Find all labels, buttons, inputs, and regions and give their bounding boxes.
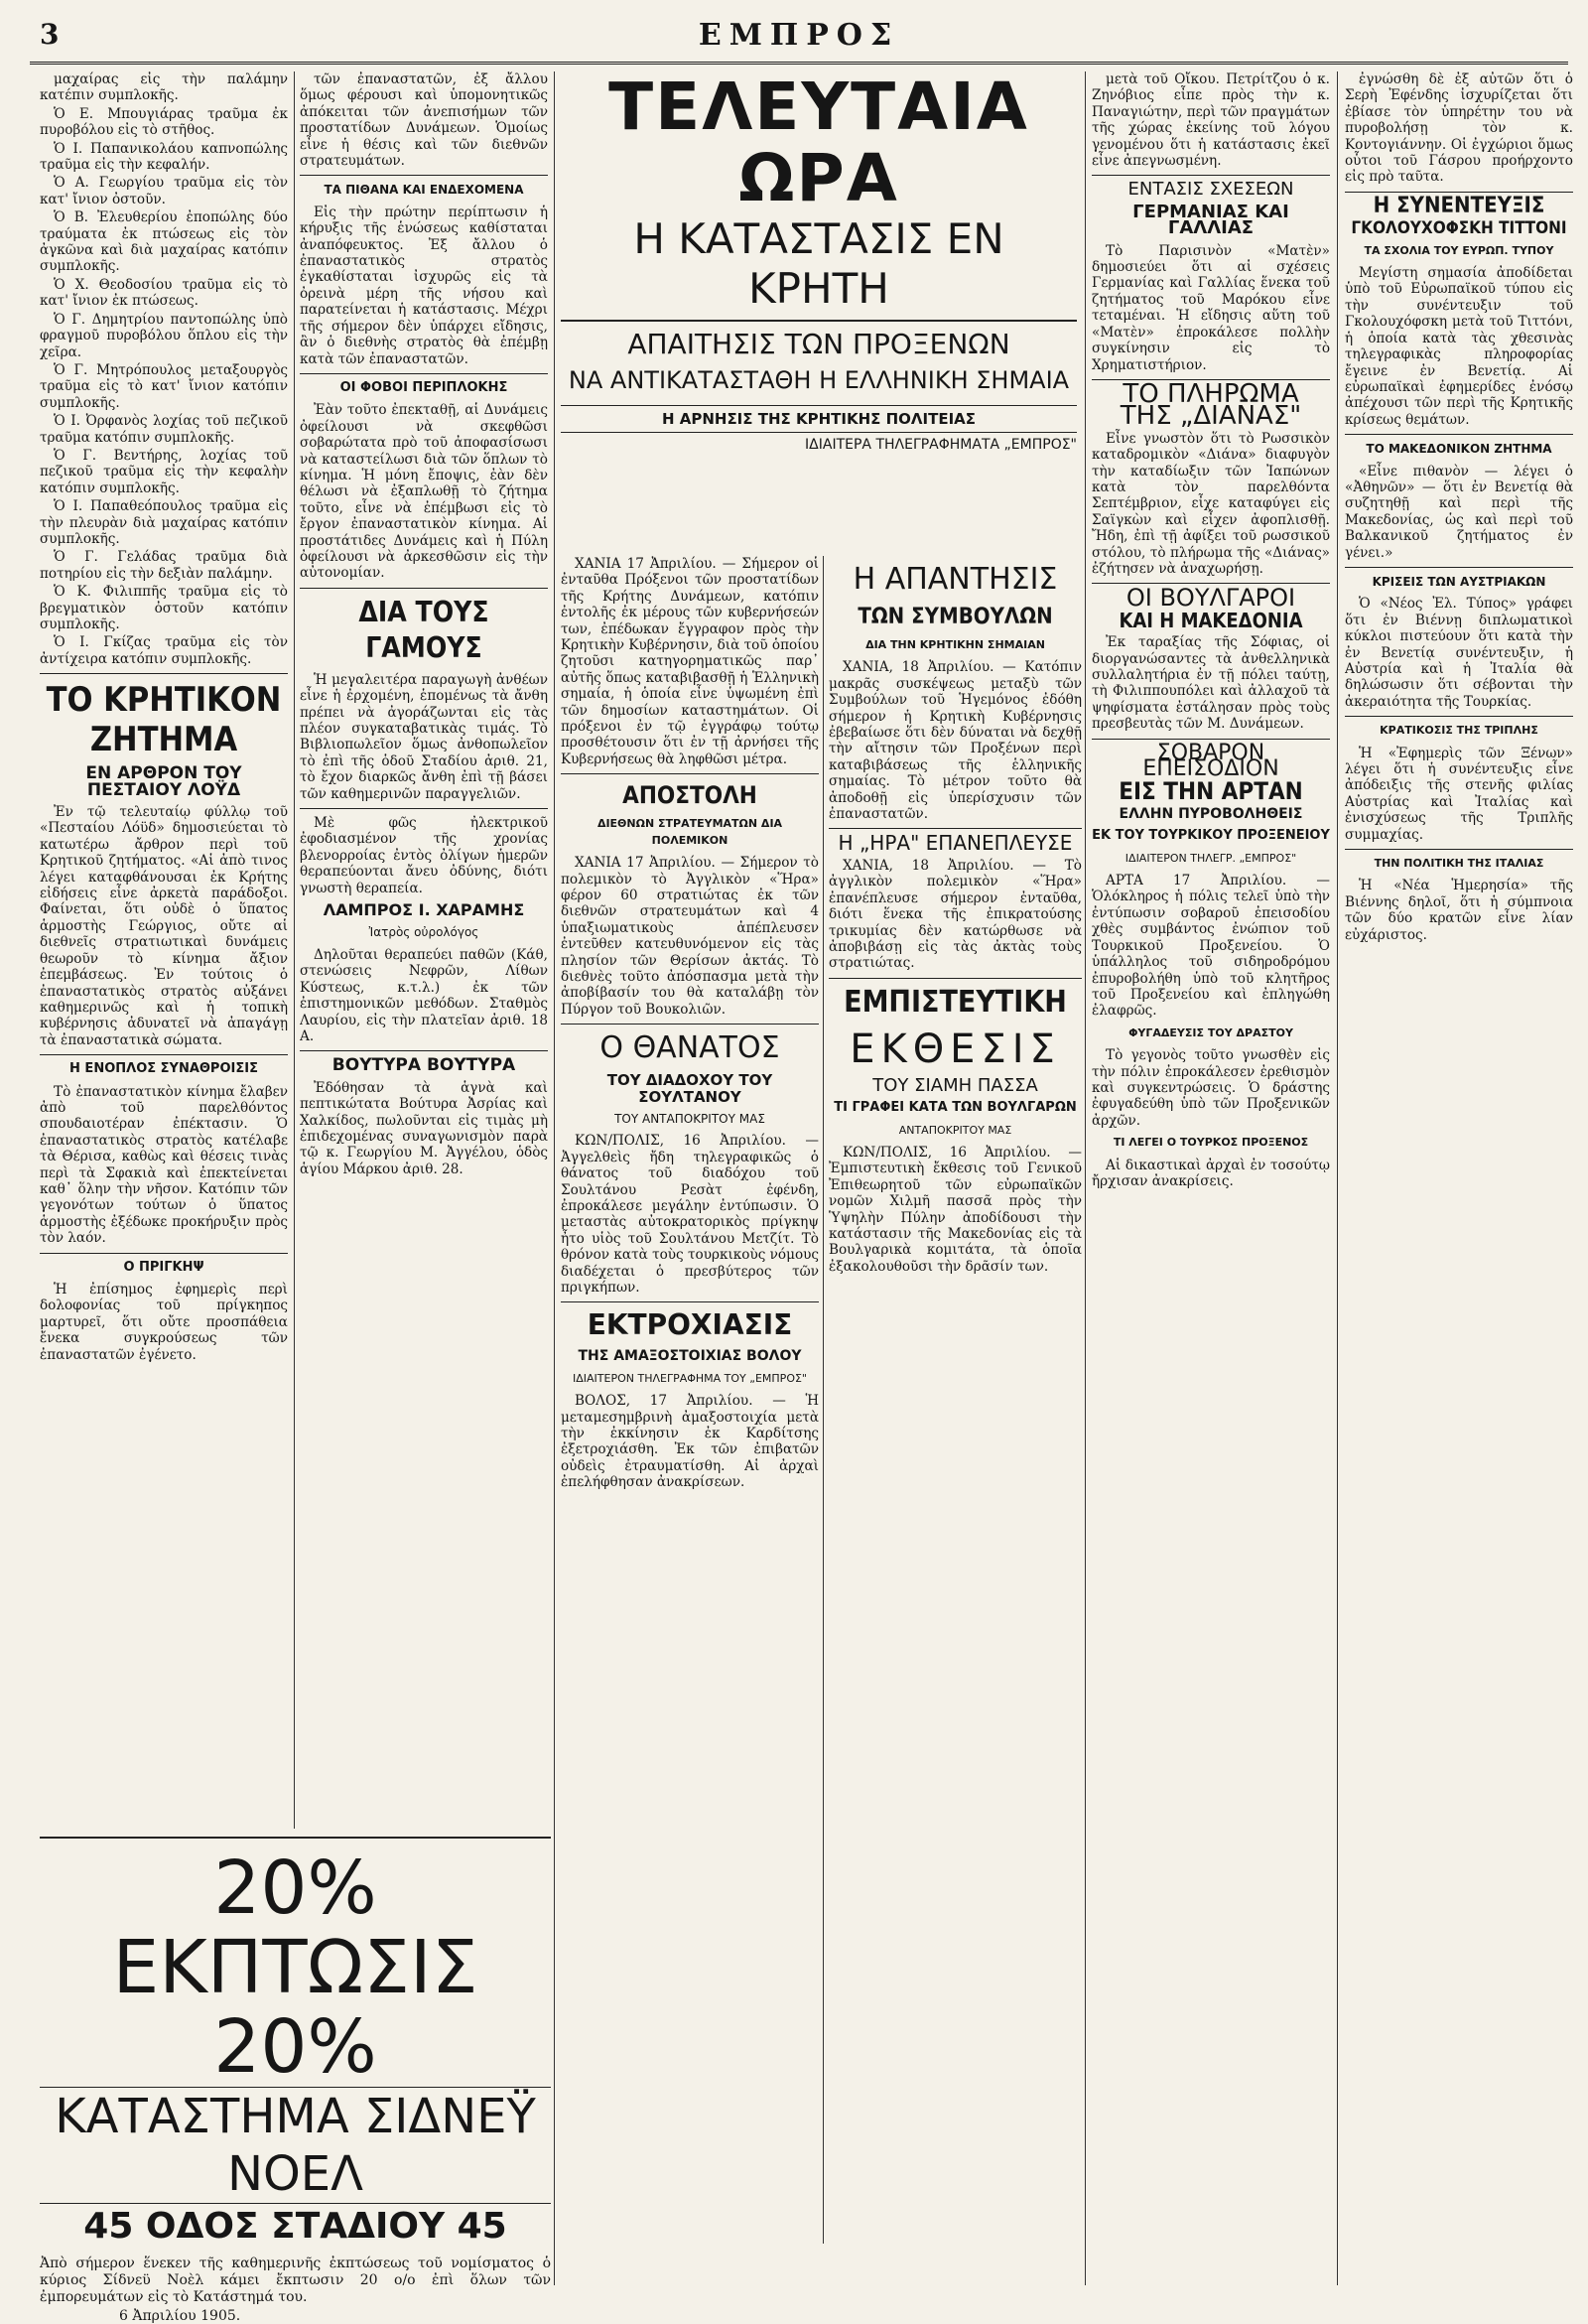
divider — [1345, 849, 1573, 850]
ad-harams-name: ΛΑΜΠΡΟΣ Ι. ΧΑΡΑΜΗΣ — [323, 900, 525, 920]
masthead — [30, 10, 1568, 65]
headline-kritikon: ΤΟ ΚΡΗΤΙΚΟΝ ΖΗΤΗΜΑ — [46, 680, 282, 760]
headline-prigkips: Ο ΠΡΙΓΚΗΨ — [123, 1259, 204, 1275]
article-body: Ἡ «Νέα Ἡμερησία» τῆς Βιέννης δηλοῖ, ὅτι ἡ σύμπνοια τῶν δύο κρατῶν εἶνε λίαν εὐχάριστος. — [1345, 878, 1573, 943]
headline-pithana: ΤΑ ΠΙΘΑΝΑ ΚΑΙ ΕΝΔΕΧΟΜΕΝΑ — [324, 183, 524, 198]
headline-arnisis: Η ΑΡΝΗΣΙΣ ΤΗΣ ΚΡΗΤΙΚΗΣ ΠΟΛΙΤΕΙΑΣ — [561, 405, 1077, 433]
paragraph: Ὁ Γ. Δημητρίου παντοπώλης ὑπὸ φραγμοῦ πυροβόλου ὅπλου εἰς τὴν χεῖρα. — [40, 311, 288, 360]
paragraph: Ὁ Κ. Φιλιππῆς τραῦμα εἰς τὸ βρεγματικὸν ὀστοῦν κατόπιν συμπλοκῆς. — [40, 584, 288, 632]
headline-synentefxis: Η ΣΥΝΕΝΤΕΥΞΙΣ — [1373, 193, 1545, 218]
headline-ira: Η „ΗΡΑ" ΕΠΑΝΕΠΛΕΥΣΕ — [838, 831, 1073, 856]
column-2 — [300, 71, 548, 1829]
subheadline-scholia: ΤΑ ΣΧΟΛΙΑ ΤΟΥ ΕΥΡΩΠ. ΤΥΠΟΥ — [1364, 243, 1554, 257]
subheadline-simaian: ΔΙΑ ΤΗΝ ΚΡΗΤΙΚΗΝ ΣΗΜΑΙΑΝ — [865, 638, 1045, 651]
headline-drastou: ΦΥΓΑΔΕΥΣΙΣ ΤΟΥ ΔΡΑΣΤΟΥ — [1128, 1025, 1293, 1039]
ad-address: 45 ΟΔΟΣ ΣΤΑΔΙΟΥ 45 — [83, 2206, 507, 2247]
subheadline-makedonia: ΚΑΙ Η ΜΑΚΕΔΟΝΙΑ — [1119, 608, 1303, 632]
column-rule — [1337, 71, 1338, 2285]
ad-discount: 20% ΕΚΠΤΩΣΙΣ 20% — [112, 1846, 478, 2090]
article-body: Τὸ Παρισινὸν «Ματὲν» δημοσιεύει ὅτι αἱ σχέσεις Γερμανίας καὶ Γαλλίας ἕνεκα τοῦ ζητήματος τοῦ Μαρόκου εἶνε τεταμέναι. Ἡ εἴδησις αὕτη τοῦ «Ματὲν» ἐπροκάλεσε πολλὴν συγκίνησιν εἰς τὸ Χρηματιστήριον. — [1092, 242, 1330, 373]
subheadline-apostoli: ΔΙΕΘΝΩΝ ΣΤΡΑΤΕΥΜΑΤΩΝ ΔΙΑ ΠΟΛΕΜΙΚΟΝ — [596, 817, 783, 847]
subheadline-ektrochiasis: ΤΗΣ ΑΜΑΞΟΣΤΟΙΧΙΑΣ ΒΟΛΟΥ — [578, 1348, 802, 1365]
article-body: Ἡ «Ἐφημερὶς τῶν Ξένων» λέγει ὅτι ἡ συνέντευξις εἶνε ἀπόδειξις τῆς στενῆς φιλίας Αὐστρίας καὶ Ἰταλίας καὶ ἐνισχύσεως τῆς Τριπλῆς συμμαχίας. — [1345, 745, 1573, 843]
headline-gamous: ΔΙΑ ΤΟΥΣ ΓΑΜΟΥΣ — [358, 595, 489, 664]
byline-artan: ΙΔΙΑΙΤΕΡΟΝ ΤΗΛΕΓΡ. „ΕΜΠΡΟΣ" — [1125, 851, 1297, 865]
ad-harams-text: Δηλοῦται θεραπεύει παθῶν (Κάθ, στενώσεις Νεφρῶν, Λίθων Κύστεως, κ.τ.λ.) ἐκ τῶν ἐπιστημονικῶν μεθόδων. Σταθμὸς Λαυρίου, εἰς τὴν πλατεῖαν ἀριθ. 18 Α. — [300, 946, 548, 1044]
column-rule — [823, 556, 824, 2244]
divider — [40, 673, 288, 674]
headline-voutyra: ΒΟΥΤΥΡΑ ΒΟΥΤΥΡΑ — [331, 1055, 516, 1076]
article-body: Ὁ «Νέος Ἐλ. Τύπος» γράφει ὅτι ἐν Βιέννῃ διπλωματικοὶ κύκλοι πιστεύουν ὅτι κατὰ τὴν ἐν Βενετίᾳ συνέντευξιν, ἡ Αὐστρία καὶ ἡ Ἰταλία θὰ δηλώσωσιν ὅτι σέβονται τὴν ἀκεραιότητα τῆς Τουρκίας. — [1345, 596, 1573, 710]
byline-thanatos: ΤΟΥ ΑΝΤΑΠΟΚΡΙΤΟΥ ΜΑΣ — [614, 1111, 765, 1126]
article-body: Τὸ ἐπαναστατικὸν κίνημα ἔλαβεν ἀπὸ τοῦ παρελθόντος σπουδαιοτέραν ἐπέκτασιν. Ὁ ἐπαναστατικὸς στρατὸς κατέλαβε τὰ Θέρισα, καθὼς καὶ θέσεις τινὰς περὶ τὰ Σφακιὰ καὶ ἐπεκτείνεται καθ᾽ ὅλην τὴν νῆσον. Κατόπιν τῶν γεγονότων τούτων ὁ ὕπατος ἁρμοστὴς ἐξέδωκε προκήρυξιν πρὸς τὸν λαόν. — [40, 1083, 288, 1247]
article-body: ΑΡΤΑ 17 Ἀπριλίου. — Ὁλόκληρος ἡ πόλις τελεῖ ὑπὸ τὴν ἐντύπωσιν σοβαροῦ ἐπεισοδίου χθὲς συμβάντος ἐνώπιον τοῦ Τουρκικοῦ Προξενείου. Ὁ ὑπάλληλος τοῦ σιδηροδρόμου ἐπυροβολήθη ὑπὸ τοῦ κλητῆρος τοῦ Προξενείου καὶ ἐπληγώθη ἐλαφρῶς. — [1092, 873, 1330, 1020]
paragraph: Ὁ Ε. Μπουγιάρας τραῦμα ἐκ πυροβόλου εἰς τὸ στῆθος. — [40, 105, 288, 139]
ad-date: 6 Ἀπριλίου 1905. — [119, 2308, 241, 2324]
headline-apaitisis: ΑΠΑΙΤΗΣΙΣ ΤΩΝ ΠΡΟΞΕΝΩΝ — [627, 328, 1010, 360]
headline-apantisis: Η ΑΠΑΝΤΗΣΙΣ — [853, 562, 1058, 597]
divider — [300, 588, 548, 589]
divider — [40, 1253, 288, 1254]
byline-ektrochiasis: ΙΔΙΑΙΤΕΡΟΝ ΤΗΛΕΓΡΑΦΗΜΑ ΤΟΥ „ΕΜΠΡΟΣ" — [573, 1371, 807, 1385]
divider — [1092, 739, 1330, 740]
article-body: ΚΩΝ/ΠΟΛΙΣ, 16 Ἀπριλίου. — Ἀγγελθεὶς ἤδη τηλεγραφικῶς ὁ θάνατος τοῦ διαδόχου τοῦ Σουλτάνου Ρεσὰτ ἐφένδη, ἐπροκάλεσε μεγάλην ἐντύπωσιν. Ὁ μεταστὰς αὐτοκρατορικὸς πρίγκηψ ἦτο υἱὸς τοῦ Σουλτάνου Μετζίτ. Τὸ θρόνον κατὰ τοὺς τουρκικοὺς νόμους διαδέχεται ὁ πρεσβύτερος τῶν πριγκήπων. — [561, 1133, 819, 1297]
article-body: Ἡ ἐπίσημος ἐφημερὶς περὶ δολοφονίας τοῦ πρίγκηπος μαρτυρεῖ, ὅτι οὔτε προσπάθεια ἔνεκα συγκρούσεως τῶν ἐπαναστατῶν ἐγένετο. — [40, 1282, 288, 1363]
paragraph: Ὁ Χ. Θεοδοσίου τραῦμα εἰς τὸ κατ' ἴνιον ἐκ πτώσεως. — [40, 276, 288, 310]
headline-triplis: ΚΡΑΤΙΚΟΣΙΣ ΤΗΣ ΤΡΙΠΛΗΣ — [1380, 724, 1538, 738]
paragraph: Ὁ Γ. Μητρόπουλος μεταξουργὸς τραῦμα εἰς τὸ κατ' ἴνιον κατόπιν συμπλοκῆς. — [40, 361, 288, 411]
headline-antikatastathi: ΝΑ ΑΝΤΙΚΑΤΑΣΤΑΘΗ Η ΕΛΛΗΝΙΚΗ ΣΗΜΑΙΑ — [568, 366, 1070, 394]
ad-store-name: ΚΑΤΑΣΤΗΜΑ ΣΙΔΝΕΫ ΝΟΕΛ — [40, 2087, 551, 2204]
ad-text: Ἀπὸ σήμερον ἕνεκεν τῆς καθημερινῆς ἐκπτώσεως τοῦ νομίσματος ὁ κύριος Σίδνεϋ Νοὲλ κάμει ἔκπτωσιν 20 ο/ο ἐπὶ ὅλων τῶν ἐμπορευμάτων εἰς τὸ Κατάστημά του. — [40, 2256, 551, 2305]
article-body: Ἐὰν τοῦτο ἐπεκταθῇ, αἱ Δυνάμεις ὀφείλουσι νὰ σκεφθῶσι σοβαρώτατα πρὸ τοῦ ἀποφασίσωσι νὰ καταστείλωσι διὰ τῶν ὅπλων τὸ κίνημα. Ἡ μόνη ἔποψις, ἐὰν δὲν θέλωσι νὰ ἐξαπλωθῇ τὸ ζήτημα τοῦτο, εἶνε νὰ ἐπέμβωσι εἰς τὸ ἔργον ἐπαναστατικὸν κίνημα. Αἱ προστάτιδες Δυνάμεις καὶ ἡ Πύλη ὀφείλουσι νὰ ἀρκεσθῶσιν εἰς τὴν αὐτονομίαν. — [300, 402, 548, 582]
headline-teleftaia-ora: ΤΕΛΕΥΤΑΙΑ ΩΡΑ — [608, 68, 1029, 216]
headline-sovaron: ΣΟΒΑΡΟΝ ΕΠΕΙΣΟΔΙΟΝ — [1142, 740, 1279, 782]
article-body: ΒΟΛΟΣ, 17 Ἀπριλίου. — Ἡ μεταμεσημβρινὴ ἀμαξοστοιχία μετὰ τὴν ἐκκίνησιν ἐκ Καρδίτσης ἐξετροχιάσθη. Ἐκ τῶν ἐπιβατῶν οὐδεὶς ἐτραυματίσθη. Αἱ ἀρχαὶ ἐπελήφθησαν ἀνακρίσεων. — [561, 1393, 819, 1491]
paragraph: μαχαίρας εἰς τὴν παλάμην κατέπιν συμπλοκῆς. — [40, 71, 288, 104]
paragraph: Ὁ Ι. Παπαθεόπουλος τραῦμα εἰς τὴν πλευρὰν διὰ μαχαίρας κατόπιν συμπλοκῆς. — [40, 498, 288, 547]
paragraph: Ὁ Α. Γεωργίου τραῦμα εἰς τὸν κατ' ἴνιον ὀστοῦν. — [40, 175, 288, 207]
divider — [561, 1024, 819, 1025]
subheadline-kritikon: ΕΝ ΑΡΘΡΟΝ ΤΟΥ ΠΕΣΤΑΙΟΥ ΛΟΫΔ — [85, 763, 242, 800]
paragraph: μετὰ τοῦ Οἴκου. Πετρίτζου ὁ κ. Ζηνόβιος εἶπε πρὸς τὴν κ. Παναγιώτην, περὶ τῶν πραγμάτων τῆς χώρας ἐκείνης τοῦ λόγου γενομένου ὅτι ἡ κατάστασις ἐκεῖ εἶνε ἀπεγνωσμένη. — [1092, 71, 1330, 170]
subheadline-tittoni: ΓΚΟΛΟΥΧΟΦΣΚΗ ΤΙΤΤΟΝΙ — [1351, 218, 1567, 239]
paragraph: Ὁ Γ. Γελάδας τραῦμα διὰ ποτηρίου εἰς τὴν δεξιὰν παλάμην. — [40, 549, 288, 582]
subheadline-germanias: ΓΕΡΜΑΝΙΑΣ ΚΑΙ ΓΑΛΛΙΑΣ — [1132, 201, 1289, 239]
divider — [1345, 434, 1573, 435]
headline-makedonikon: ΤΟ ΜΑΚΕΔΟΝΙΚΟΝ ΖΗΤΗΜΑ — [1366, 442, 1552, 457]
headline-thanatos: Ο ΘΑΝΑΤΟΣ — [599, 1030, 780, 1066]
headline-voulgaroi: ΟΙ ΒΟΥΛΓΑΡΟΙ — [1125, 584, 1296, 613]
paragraph: Ὁ Ι. Παπανικολάου καπνοπώλης τραῦμα εἰς τὴν κεφαλήν. — [40, 140, 288, 174]
headline-katastasis: Η ΚΑΤΑΣΤΑΣΙΣ ΕΝ ΚΡΗΤΗ — [561, 214, 1077, 322]
divider — [829, 828, 1082, 829]
subheadline-symvoulon: ΤΩΝ ΣΥΜΒΟΥΛΩΝ — [858, 605, 1053, 629]
column-3 — [561, 556, 819, 2244]
column-rule — [294, 71, 295, 1829]
paragraph: Ὁ Γ. Βεντήρης, λοχίας τοῦ πεζικοῦ τραῦμα εἰς τὴν κεφαλὴν κατόπιν συμπλοκῆς. — [40, 447, 288, 496]
subheadline-thanatos: ΤΟΥ ΔΙΑΔΟΧΟΥ ΤΟΥ ΣΟΥΛΤΑΝΟΥ — [606, 1071, 773, 1106]
column-6 — [1345, 71, 1573, 2256]
divider — [300, 175, 548, 176]
subheadline-voulgaron: ΤΙ ΓΡΑΦΕΙ ΚΑΤΑ ΤΩΝ ΒΟΥΛΓΑΡΩΝ — [834, 1100, 1077, 1116]
ad-electric: Μὲ φῶς ἠλεκτρικοῦ ἐφοδιασμένον τῆς χρονίας βλενορροίας ἐντὸς ὀλίγων ἡμερῶν θεραπεύονται ἄνευ ὀδύνης, διότι γνωστὴ θεραπεία. — [300, 815, 548, 896]
subheadline-siami: ΤΟΥ ΣΙΑΜΗ ΠΑΣΣΑ — [872, 1074, 1038, 1096]
article-body: ΧΑΝΙΑ 17 Ἀπριλίου. — Σήμερον τὸ πολεμικὸν τὸ Ἀγγλικὸν «Ἥρα» φέρον 60 στρατιώτας ἐκ τῶν διεθνῶν στρατευμάτων καὶ 4 ὑπαξιωματικοὺς ἀπέπλευσεν ἐντεῦθεν κατευθυνόμενον εἰς τὰς πλησίον τῶν Θερίσων ἀκτάς. Τὸ διεθνὲς τοῦτο ἀπόσπασμα μετὰ τὴν ἀποβίβασίν του θὰ καταλάβῃ τὸν Πύργον τοῦ Βουκολιῶν. — [561, 855, 819, 1018]
paragraph: τῶν ἐπαναστατῶν, ἐξ ἄλλου ὅμως φέρουσι καὶ ὑπομονητικῶς ἀπόκειται τῶν ἀνεπισήμων τῶν προστατίδων Δυνάμεων. Ὁμοίως εἶνε ἡ θέσις καὶ τῶν διεθνῶν στρατευμάτων. — [300, 71, 548, 170]
headline-italias: ΤΗΝ ΠΟΛΙΤΙΚΗ ΤΗΣ ΙΤΑΛΙΑΣ — [1374, 857, 1544, 871]
article-body: Αἱ δικαστικαὶ ἀρχαὶ ἐν τοσούτῳ ἤρχισαν ἀνακρίσεις. — [1092, 1157, 1330, 1189]
byline-ekthesis: ΑΝΤΑΠΟΚΡΙΤΟΥ ΜΑΣ — [898, 1123, 1012, 1137]
article-body: Εἰς τὴν πρώτην περίπτωσιν ἡ κήρυξις τῆς ἑνώσεως καθίσταται ἀναπόφευκτος. Ἐξ ἄλλου ὁ ἐπαναστατικὸς στρατὸς ἐγκαθίσταται ἰσχυρῶς εἰς τὰ ὀρεινὰ μέρη τῆς νήσου καὶ παρατείνεται ἡ κατάστασις. Μέχρι τῆς σήμερον δὲν ὑπάρχει εἴδησις, ἂν ὁ διεθνὴς στρατὸς θὰ ἐπέμβῃ κατὰ τῶν ἐπαναστατῶν. — [300, 204, 548, 367]
divider — [300, 1050, 548, 1051]
article-body: ΧΑΝΙΑ, 18 Ἀπριλίου. — Τὸ ἀγγλικὸν πολεμικὸν «Ἥρα» ἐπανέπλευσε σήμερον ἐνταῦθα, διότι ἕνεκα τῆς ἐπικρατούσης τρικυμίας δὲν κατώρθωσε νὰ ἀποβιβάσῃ εἰς τὰς ἀκτὰς τοὺς στρατιώτας. — [829, 857, 1082, 972]
headline-tilegrafimata: ΙΔΙΑΙΤΕΡΑ ΤΗΛΕΓΡΑΦΗΜΑΤΑ „ΕΜΠΡΟΣ" — [805, 437, 1077, 453]
headline-fovoi: ΟΙ ΦΟΒΟΙ ΠΕΡΙΠΛΟΚΗΣ — [339, 379, 508, 395]
paragraph: Ὁ Β. Ἐλευθερίου ἐποπώλης δύο τραύματα ἐκ πτώσεως εἰς τὸν ἀγκῶνα καὶ διὰ μαχαίρας κατόπιν συμπλοκῆς. — [40, 209, 288, 275]
divider — [1345, 567, 1573, 568]
headline-apostoli: ΑΠΟΣΤΟΛΗ — [622, 781, 757, 810]
headline-kriseis: ΚΡΙΣΕΙΣ ΤΩΝ ΑΥΣΤΡΙΑΚΩΝ — [1372, 574, 1546, 589]
divider — [40, 1054, 288, 1055]
headline-plirwma: ΤΟ ΠΛΗΡΩΜΑ — [1123, 378, 1299, 409]
divider — [1345, 716, 1573, 717]
article-body: Ἐκ ταραξίας τῆς Σόφιας, οἱ διοργανώσαντες τὰ ἀνθελληνικὰ συλλαλητήρια ἐν τῇ πόλει ταύτῃ, τὴ Φιλιππουπόλει καὶ ἀλλαχοῦ τὰ ψηφίσματα ἐστάλησαν πρὸς τοὺς πρεσβευτὰς τῶν Μ. Δυνάμεων. — [1092, 634, 1330, 733]
divider — [300, 808, 548, 809]
article-body: ΧΑΝΙΑ 17 Ἀπριλίου. — Σήμερον οἱ ἐνταῦθα Πρόξενοι τῶν προστατίδων τῆς Κρήτης Δυνάμεων, κατόπιν ἐντολῆς ἐκ μέρους τῶν κυβερνήσεών των, ἐπέδωκαν ἔγγραφον πρὸς τὴν Κρητικὴν Κυβέρνησιν, διὰ τοῦ ὁποίου ζητοῦσι κατηγορηματικῶς παρ᾽ αὐτῆς ὅπως καταβιβασθῇ ἡ Ἑλληνικὴ σημαία, ἡ ὁποία εἶνε ὑψωμένη ἐπὶ τῶν δημοσίων καταστημάτων. Οἱ πρόξενοι ἐν τῷ ἐγγράφῳ τούτῳ προσθέτουσιν ὅτι ἐν τῇ ἀρνήσει τῆς Κυβερνήσεως θὰ ληφθῶσι μέτρα. — [561, 556, 819, 767]
subheadline-artan: ΕΙΣ ΤΗΝ ΑΡΤΑΝ — [1119, 777, 1303, 806]
paper-name: ΕΜΠΡΟΣ — [698, 18, 900, 53]
divider — [1345, 192, 1573, 193]
divider — [300, 373, 548, 374]
article-body: Τὸ γεγονὸς τοῦτο γνωσθὲν εἰς τὴν πόλιν ἐπροκάλεσεν ἐρεθισμὸν καὶ συγκεντρώσεις. Ὁ δράστης ἐφυγαδεύθη ὑπὸ τῶν Προξενικῶν ἀρχῶν. — [1092, 1047, 1330, 1129]
paragraph: Ὁ Ι. Γκίζας τραῦμα εἰς τὸν ἀντίχειρα κατόπιν συμπλοκῆς. — [40, 634, 288, 667]
headline-proxenos: ΤΙ ΛΕΓΕΙ Ο ΤΟΥΡΚΟΣ ΠΡΟΞΕΝΟΣ — [1113, 1136, 1309, 1150]
article-body: «Εἶνε πιθανὸν — λέγει ὁ «Ἀθηνῶν» — ὅτι ἐν Βενετίᾳ θὰ συζητηθῇ καὶ περὶ τῆς Μακεδονίας, ὡς καὶ περὶ τοῦ Βαλκανικοῦ ζητήματος ἐν γένει.» — [1345, 463, 1573, 561]
article-body: Ἡ μεγαλειτέρα παραγωγὴ ἀνθέων εἶνε ἡ ἐρχομένη, ἑπομένως τὰ ἄνθη πρέπει νὰ ἀγοράζωνται εἰς τὰς πλέον συγκαταβατικὰς τιμάς. Τὸ Βιβλιοπωλεῖον ὅμως ἀνθοπωλεῖον τὸ ἐπὶ τῆς ὁδοῦ Σταδίου ἀριθ. 21, τὸ ἔχον διαρκῶς ἄνθη ἐπὶ τῇ βάσει τῶν καθημερινῶν παραγγελιῶν. — [300, 671, 548, 802]
column-5 — [1092, 71, 1330, 2256]
headline-ektrochiasis: ΕΚΤΡΟΧΙΑΣΙΣ — [587, 1308, 793, 1342]
column-rule — [1085, 71, 1086, 2285]
ad-voutyra-text: Ἐδόθησαν τὰ ἁγνὰ καὶ πεπτικώτατα Βούτυρα Ἀσρίας καὶ Χαλκίδος, πωλοῦνται εἰς τιμὰς μὴ ἐπιδεχομένας συναγωνισμὸν παρὰ τῷ κ. Γεωργίου Μ. Ἀγγέλου, ὁδὸς ἁγίου Μάρκου ἀριθ. 28. — [300, 1079, 548, 1177]
divider — [829, 978, 1082, 979]
headline-empistevtiki: ΕΜΠΙΣΤΕΥΤΙΚΗ — [844, 984, 1067, 1020]
subheadline-dianas: ΤΗΣ „ΔΙΑΝΑΣ" — [1120, 401, 1302, 432]
paragraph: Ὁ Ι. Ὀρφανὸς λοχίας τοῦ πεζικοῦ τραῦμα κατόπιν συμπλοκῆς. — [40, 413, 288, 446]
lead-headline-block — [561, 68, 1077, 453]
article-body: Ἐν τῷ τελευταίῳ φύλλῳ τοῦ «Πεσταίου Λόϋδ» δημοσιεύεται τὸ κατωτέρω ἄρθρον περὶ τοῦ Κρητικοῦ ζητήματος. «Αἱ ἀπὸ τινος λέγει καταφθάνουσαι ἐκ Κρήτης εἰδήσεις εἶνε ἀρκετὰ παράδοξοι. Φαίνεται, ὅτι οὐδὲ ὁ ὕπατος ἁρμοστὴς Γεώργιος, οὔτε αἱ διεθνεῖς στρατιωτικαὶ δυνάμεις θεωροῦν τὸ κίνημα ἄξιον ἐπεμβάσεως. Ἐν τούτοις ὁ ἐπαναστατικὸς στρατὸς αὐξάνει καθημερινῶς καὶ ἡ τοπικὴ κυβέρνησις ἀδυνατεῖ νὰ ἀπαγάγῃ τὰ ἐπαναστατικὰ σώματα. — [40, 804, 288, 1048]
subheadline-proxeneiou: ΕΚ ΤΟΥ ΤΟΥΡΚΙΚΟΥ ΠΡΟΞΕΝΕΙΟΥ — [1092, 828, 1330, 844]
headline-synathroisis: Η ΕΝΟΠΛΟΣ ΣΥΝΑΘΡΟΙΣΙΣ — [69, 1061, 258, 1077]
article-body: ΧΑΝΙΑ, 18 Ἀπριλίου. — Κατόπιν μακρᾶς συσκέψεως μεταξὺ τῶν Συμβούλων τοῦ Ἡγεμόνος ἐδόθη σήμερον ἡ Κρητικὴ Κυβέρνησις ἐβεβαίωσε ὅτι δὲν δύναται νὰ δεχθῇ τὴν αἴτησιν τῶν Προξένων περὶ καταβιβάσεως τῆς ἑλληνικῆς σημαίας. Τὸ μέτρον τοῦτο θὰ ἀποδοθῇ εἰς ὑπερίσχυσιν τῶν ἐπαναστατῶν. — [829, 659, 1082, 823]
divider — [1092, 175, 1330, 176]
headline-ekthesis: ΕΚΘΕΣΙΣ — [850, 1025, 1061, 1072]
paragraph: ἐγνώσθη δὲ ἐξ αὐτῶν ὅτι ὁ Σερὴ Ἐφένδης ἰσχυρίζεται ὅτι ἐβίασε τὸν ὑπηρέτην του νὰ πυροβολήσῃ τὸν κ. Κοντογιάννην. Οἱ ἐγχώριοι ὅμως οὗτοι τοῦ Γάσρου προήρχοντο εἰς πρὸ ταῦτα. — [1345, 71, 1573, 186]
subheadline-pyrovolitheis: ΕΛΛΗΝ ΠΥΡΟΒΟΛΗΘΕΙΣ — [1119, 805, 1303, 822]
column-1 — [40, 71, 288, 1829]
article-body: Μεγίστη σημασία ἀποδίδεται ὑπὸ τοῦ Εὐρωπαϊκοῦ τύπου εἰς τὴν συνέντευξιν τοῦ Γκολουχόφσκη μετὰ τοῦ Τιττόνι, ἡ ὁποία κατὰ τὰς χθεσινὰς τηλεγραφικὰς πληροφορίας ἔγεινε ἐν Βενετίᾳ. Αἱ εὐρωπαϊκαὶ ἐφημερίδες ἐνόσῳ ἀπέχουσι τῶν περὶ τῆς Κρητικῆς κρίσεως θεμάτων. — [1345, 265, 1573, 428]
column-4 — [829, 556, 1082, 2244]
page-number: 3 — [40, 18, 60, 51]
article-body: Εἶνε γνωστὸν ὅτι τὸ Ρωσσικὸν καταδρομικὸν «Διάνα» διαφυγὸν τὴν καταδίωξιν τῶν Ἰαπώνων κατὰ τὸν παρελθόντα Σεπτέμβριον, εἶχε καταφύγει εἰς Σαϊγκὼν καὶ εἶχεν ἀφοπλισθῇ. Ἤδη, ἐπὶ τῇ ἀφίξει τοῦ ρωσσικοῦ στόλου, τὸ πλήρωμα τῆς «Διάνας» ἐζήτησεν νὰ ἀναχωρήσῃ. — [1092, 430, 1330, 577]
advertisement-noel — [40, 1837, 551, 2324]
column-rule — [554, 71, 555, 2285]
divider — [561, 1301, 819, 1302]
article-body: ΚΩΝ/ΠΟΛΙΣ, 16 Ἀπριλίου. — Ἐμπιστευτικὴ ἔκθεσις τοῦ Γενικοῦ Ἐπιθεωρητοῦ τῶν εὐρωπαϊκῶν νομῶν Χιλμῆ πασσᾶ πρὸς τὴν Ὑψηλὴν Πύλην ἀποδίδουσι τὴν κατάστασιν τῆς Μακεδονίας εἰς τὰ Βουλγαρικὰ κομιτάτα, τὰ ὁποῖα ἐξακολουθοῦσι τὴν δρᾶσίν των. — [829, 1144, 1082, 1275]
headline-entasis: ΕΝΤΑΣΙΣ ΣΧΕΣΕΩΝ — [1127, 179, 1294, 201]
divider — [561, 773, 819, 774]
ad-harams-sub: Ἰατρὸς οὐρολόγος — [368, 925, 479, 940]
